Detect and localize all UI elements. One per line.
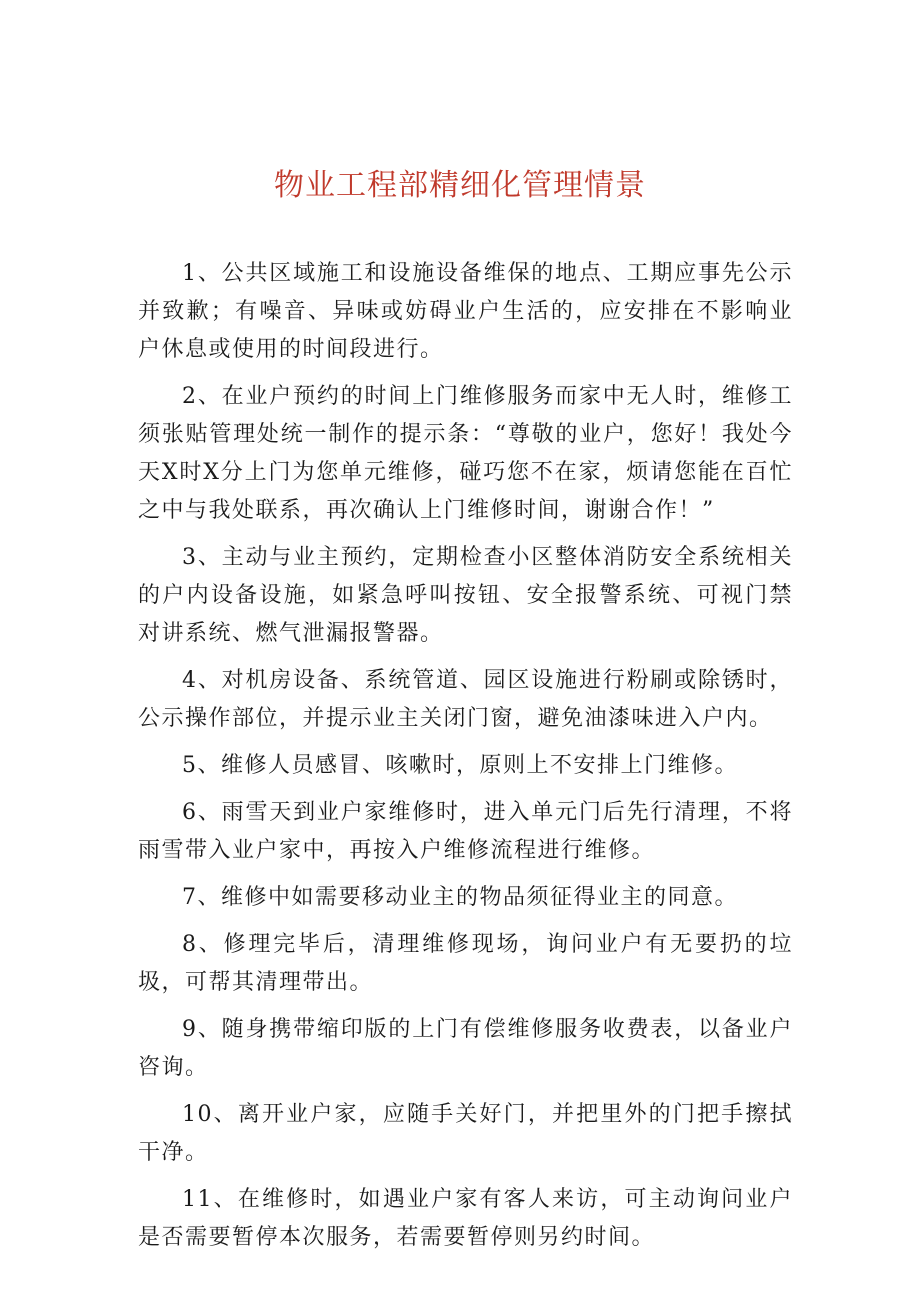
paragraph-3: 3、主动与业主预约，定期检查小区整体消防安全系统相关的户内设备设施，如紧急呼叫按钮、安全报警系统、可视门禁对讲系统、燃气泄漏报警器。 (138, 545, 793, 646)
document-body (138, 255, 793, 1266)
paragraph-1: 1、公共区域施工和设施设备维保的地点、工期应事先公示并致歉；有噪音、异味或妨碍业户生活的，应安排在不影响业户休息或使用的时间段进行。 (138, 261, 793, 362)
paragraph-11: 11、在维修时，如遇业户家有客人来访，可主动询问业户是否需要暂停本次服务，若需要暂停则另约时间。 (138, 1187, 793, 1250)
paragraph-10: 10、离开业户家，应随手关好门，并把里外的门把手擦拭干净。 (138, 1102, 793, 1165)
paragraph-6: 6、雨雪天到业户家维修时，进入单元门后先行清理，不将雨雪带入业户家中，再按入户维修流程进行维修。 (138, 800, 793, 863)
paragraph-8: 8、修理完毕后，清理维修现场，询问业户有无要扔的垃圾，可帮其清理带出。 (138, 932, 793, 995)
paragraph-2: 2、在业户预约的时间上门维修服务而家中无人时，维修工须张贴管理处统一制作的提示条：“尊敬的业户，您好！我处今天X时X分上门为您单元维修，碰巧您不在家，烦请您能在百忙之中与我处联系，再次确认上门维修时间，谢谢合作！” (138, 384, 793, 523)
paragraph-7: 7、维修中如需要移动业主的物品须征得业主的同意。 (182, 885, 738, 910)
paragraph-9: 9、随身携带缩印版的上门有偿维修服务收费表，以备业户咨询。 (138, 1017, 793, 1080)
page-title: 物业工程部精细化管理情景 (274, 168, 646, 203)
paragraph-4: 4、对机房设备、系统管道、园区设施进行粉刷或除锈时，公示操作部位，并提示业主关闭门窗，避免油漆味进入户内。 (138, 668, 793, 731)
paragraph-5: 5、维修人员感冒、咳嗽时，原则上不安排上门维修。 (182, 753, 738, 778)
